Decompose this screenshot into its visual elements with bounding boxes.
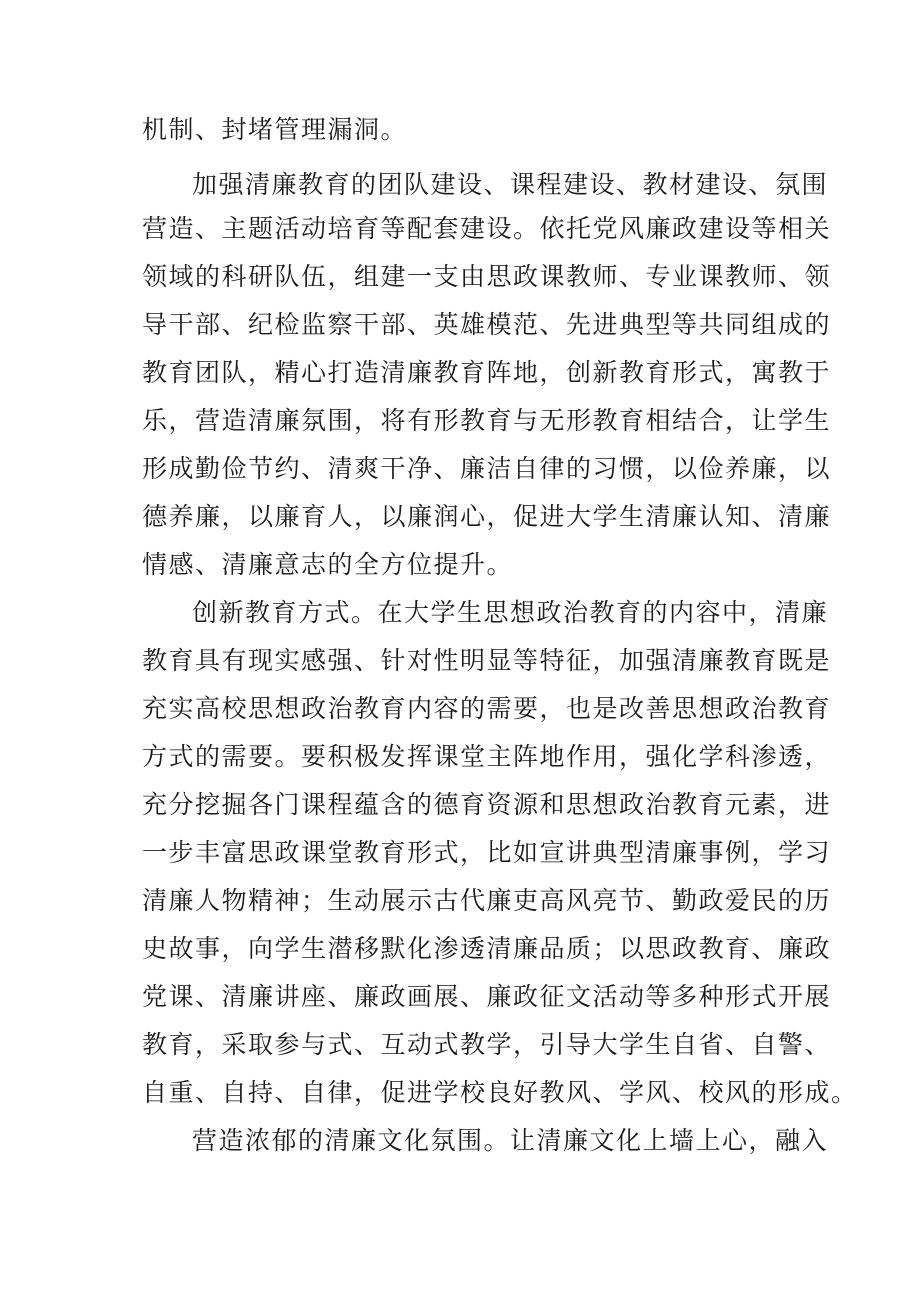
text-line: 一步丰富思政课堂教育形式，比如宣讲典型清廉事例，学习 (142, 838, 832, 867)
text-line: 机制、封堵管理漏洞。 (142, 115, 408, 144)
text-line: 教育团队，精心打造清廉教育阵地，创新教育形式，寓教于 (142, 358, 832, 387)
text-line: 教育，采取参与式、互动式教学，引导大学生自省、自警、 (142, 1030, 832, 1059)
text-line: 形成勤俭节约、清爽干净、廉洁自律的习惯，以俭养廉，以 (142, 454, 832, 483)
paragraph-start-line: 创新教育方式。在大学生思想政治教育的内容中，清廉 (192, 598, 829, 627)
text-line: 自重、自持、自律，促进学校良好教风、学风、校风的形成。 (142, 1078, 858, 1107)
text-line: 教育具有现实感强、针对性明显等特征，加强清廉教育既是 (142, 646, 832, 675)
paragraph-start-line: 营造浓郁的清廉文化氛围。让清廉文化上墙上心，融入 (192, 1126, 829, 1155)
text-line: 营造、主题活动培育等配套建设。依托党风廉政建设等相关 (142, 214, 832, 243)
text-line: 史故事，向学生潜移默化渗透清廉品质；以思政教育、廉政 (142, 934, 832, 963)
text-line: 充实高校思想政治教育内容的需要，也是改善思想政治教育 (142, 694, 832, 723)
text-line: 领域的科研队伍，组建一支由思政课教师、专业课教师、领 (142, 262, 832, 291)
text-line: 德养廉，以廉育人，以廉润心，促进大学生清廉认知、清廉 (142, 502, 832, 531)
text-line: 清廉人物精神；生动展示古代廉吏高风亮节、勤政爱民的历 (142, 886, 832, 915)
text-line: 导干部、纪检监察干部、英雄模范、先进典型等共同组成的 (142, 310, 832, 339)
text-line: 乐，营造清廉氛围，将有形教育与无形教育相结合，让学生 (142, 406, 832, 435)
text-line: 充分挖掘各门课程蕴含的德育资源和思想政治教育元素，进 (142, 790, 832, 819)
text-line: 党课、清廉讲座、廉政画展、廉政征文活动等多种形式开展 (142, 982, 832, 1011)
paragraph-start-line: 加强清廉教育的团队建设、课程建设、教材建设、氛围 (192, 170, 829, 199)
text-line: 情感、清廉意志的全方位提升。 (142, 550, 514, 579)
text-line: 方式的需要。要积极发挥课堂主阵地作用，强化学科渗透， (142, 742, 832, 771)
